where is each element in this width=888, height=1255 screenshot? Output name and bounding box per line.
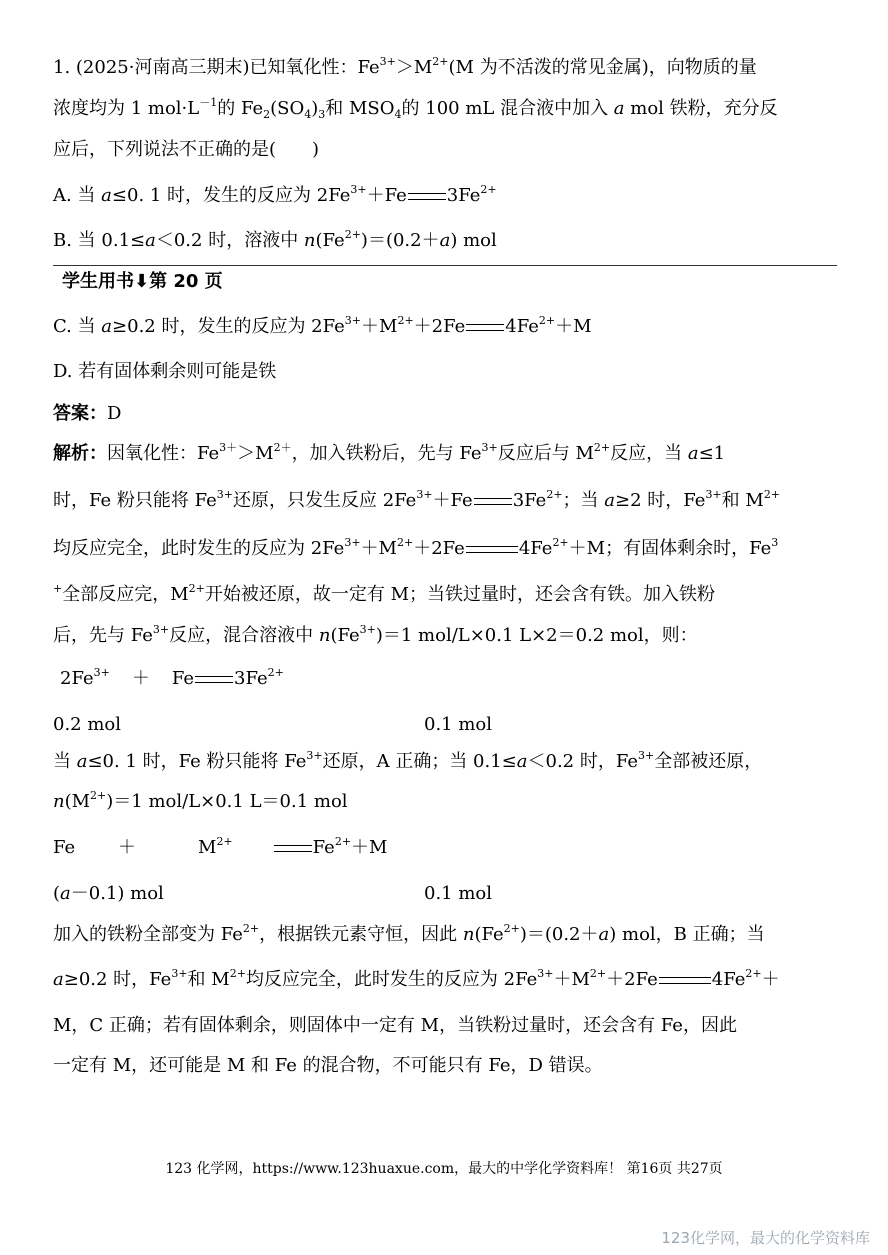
equals-sign-icon	[659, 977, 711, 984]
amount-row-2-right: 0.1 mol	[424, 883, 493, 904]
option-a: A. 当 a≤0. 1 时，发生的反应为 $2Fe^{3+}+Fe$ $3Fe^{2+}$	[53, 183, 497, 206]
question-stem-line-2: 浓度均为 1 $mol\cdot L^{-1}$的 $Fe_2(SO_4)_3$和 $MSO_4$的 100 mL 混合液中加入 a mol 铁粉，充分反	[53, 96, 778, 121]
option-d: D. 若有固体剩余则可能是铁	[53, 361, 277, 382]
site-watermark: 123化学网，最大的化学资料库	[661, 1229, 870, 1247]
section-header: 学生用书⬇第 20 页	[62, 271, 223, 292]
analysis-line-1: 解析：因氧化性：$Fe^{3+}>M^{2+}$，加入铁粉后，先与 $Fe^{3+}$反应后与 $M^{2+}$反应，当 a≤1	[53, 441, 726, 464]
option-b: B. 当 0.1≤a＜0.2 时，溶液中 $n(Fe^{2+})=(0.2+a)$ mol	[53, 228, 497, 251]
down-arrow-icon: ⬇	[134, 271, 150, 292]
equals-sign-icon	[466, 546, 518, 553]
equals-sign-icon	[474, 498, 512, 505]
question-stem-line-1: 1. (2025·河南高三期末)已知氧化性：$Fe^{3+}>M^{2+}(M$ 为不活泼的常见金属)，向物质的量	[53, 55, 757, 78]
equals-sign-icon	[466, 324, 504, 331]
amount-row-2-left: (a－0.1) mol	[53, 883, 164, 904]
equation-2-right: $M^{2+}$ $Fe^{2+}+M$	[198, 835, 388, 858]
equation-1: $2Fe^{3+} + Fe$ $3Fe^{2+}$	[60, 666, 284, 689]
analysis-line-5: 后，先与 $Fe^{3+}$反应，混合溶液中 $n(Fe^{3+})=1$ mol/L×0.1 L×2＝0.2 mol，则：	[53, 623, 698, 646]
analysis-line-3: 均反应完全，此时发生的反应为 $2Fe^{3+}+M^{2+}+2Fe$ $4Fe^{2+}+M$；有固体剩余时，Fe$^3$	[53, 536, 779, 559]
equals-sign-icon	[408, 193, 446, 200]
answer: 答案：D	[53, 403, 122, 424]
analysis-line-2: 时，Fe 粉只能将 $Fe^{3+}$还原，只发生反应 $2Fe^{3+}+Fe$ $3Fe^{2+}$；当 a≥2 时，$Fe^{3+}$和 $M^{2+}$	[53, 488, 781, 511]
page-footer: 123 化学网，https://www.123huaxue.com，最大的中学化学资料库！ 第16页 共27页	[165, 1161, 723, 1177]
equals-sign-icon	[195, 676, 233, 683]
analysis-line-11: 一定有 M，还可能是 M 和 Fe 的混合物，不可能只有 Fe，D 错误。	[53, 1055, 603, 1076]
analysis-line-4: +全部反应完，$M^{2+}$开始被还原，故一定有 M；当铁过量时，还会含有铁。加入铁粉	[53, 582, 716, 605]
analysis-line-9: a≥0.2 时，$Fe^{3+}$和 $M^{2+}$均反应完全，此时发生的反应为 $2Fe^{3+}+M^{2+}+2Fe$ $4Fe^{2+}+$	[53, 967, 780, 990]
option-c: C. 当 a≥0.2 时，发生的反应为 $2Fe^{3+}+M^{2+}+2Fe$ $4Fe^{2+}+M$	[53, 314, 592, 337]
equation-2: Fe	[53, 837, 76, 858]
amount-row-1-right: 0.1 mol	[424, 714, 493, 735]
question-stem-line-3: 应后，下列说法不正确的是( )	[53, 139, 320, 160]
equals-sign-icon	[274, 845, 312, 852]
analysis-line-7: $n(M^{2+})=1$ mol/L×0.1 L＝0.1 mol	[53, 789, 348, 812]
analysis-line-8: 加入的铁粉全部变为 $Fe^{2+}$，根据铁元素守恒，因此 $n(Fe^{2+})=(0.2+a)$ mol，B 正确；当	[53, 922, 765, 945]
amount-row-1-left: 0.2 mol	[53, 714, 122, 735]
analysis-line-10: M，C 正确；若有固体剩余，则固体中一定有 M，当铁粉过量时，还会含有 Fe，因此	[53, 1015, 737, 1036]
analysis-line-6: 当 a≤0. 1 时，Fe 粉只能将 $Fe^{3+}$还原，A 正确；当 0.1≤a＜0.2 时，$Fe^{3+}$全部被还原，	[53, 749, 763, 772]
section-divider	[53, 265, 837, 266]
equation-2-plus: ＋	[118, 837, 136, 858]
